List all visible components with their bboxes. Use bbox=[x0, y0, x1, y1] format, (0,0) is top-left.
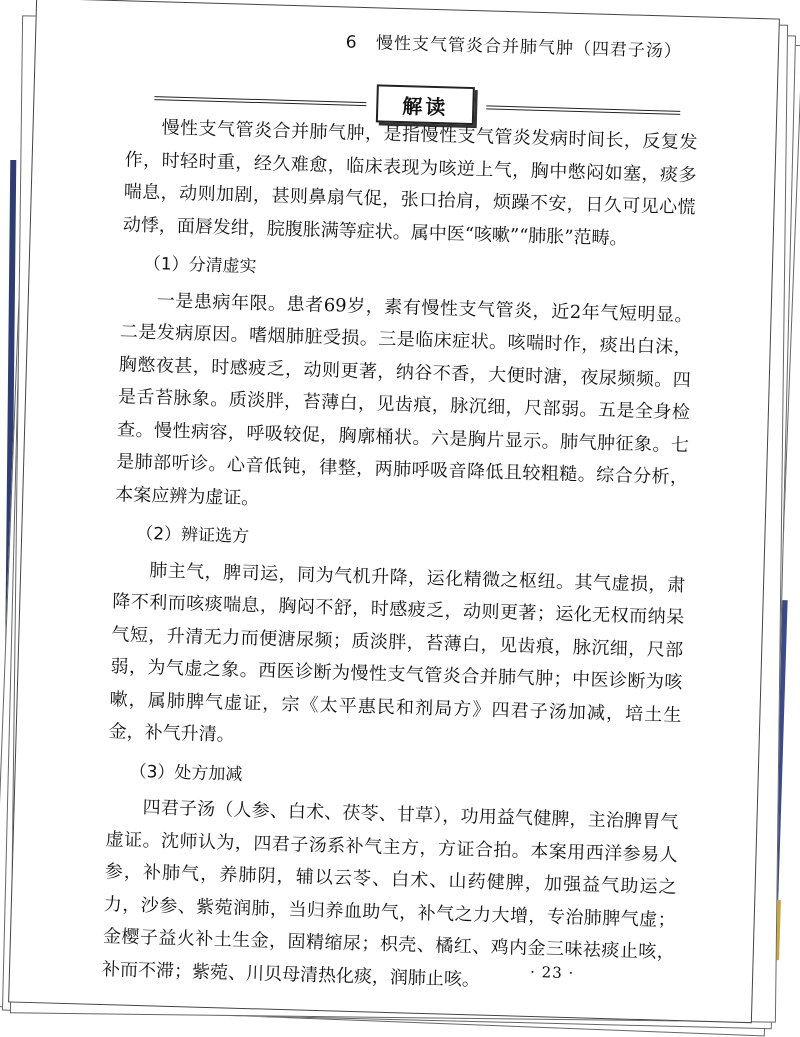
chapter-number: 6 bbox=[345, 32, 358, 53]
subheading-3: （3）处方加减 bbox=[129, 761, 243, 785]
body-text bbox=[102, 111, 698, 1002]
section-title: 解读 bbox=[376, 84, 475, 125]
running-head bbox=[346, 27, 683, 61]
header-rule-right bbox=[486, 105, 680, 114]
header-rule-left bbox=[154, 96, 366, 106]
page-number: · 23 · bbox=[529, 962, 575, 983]
paragraph-2: 肺主气，脾司运，同为气机升降，运化精微之枢纽。其气虚损，肃降不利而咳痰喘息，胸闷不舒，时感疲乏，动则更著；运化无权而纳呆气短，升清无力而便溏尿频；质淡胖，苔薄白，见齿痕，脉沉细，尺部弱，为气虚之象。西医诊断为慢性支气管炎合并肺气肿；中医诊断为咳嗽，属肺脾气虚证，宗《太平惠民和剂局方》四君子汤加减，培土生金，补气升清。 bbox=[108, 559, 686, 746]
subheading-1: （1）分清虚实 bbox=[143, 253, 257, 278]
subheading-2: （2）辨证选方 bbox=[135, 523, 250, 547]
chapter-title: 慢性支气管炎合并肺气肿（四君子汤） bbox=[375, 33, 683, 62]
intro-paragraph: 慢性支气管炎合并肺气肿，是指慢性支气管炎发病时间长，反复发作，时轻时重，经久难愈，临床表现为咳逆上气，胸中憋闷如塞，痰多喘息，动则加剧，甚则鼻扇气促，张口抬肩，烦躁不安，日久可见心慌动悸，面唇发绀，脘腹胀满等症状。属中医“咳嗽”“肺胀”范畴。 bbox=[122, 117, 698, 249]
paragraph-1: 一是患病年限。患者69岁，素有慢性支气管炎，近2年气短明显。二是发病原因。嗜烟肺脏受损。三是临床症状。咳喘时作，痰出白沫，胸憋夜甚，时感疲乏，动则更著，纳谷不香，大便时溏，夜尿频频。四是舌苔脉象。质淡胖，苔薄白，见齿痕，脉沉细，尺部弱。五是全身检查。慢性病容，呼吸较促，胸廓桶状。六是胸片显示。肺气肿征象。七是肺部听诊。心音低钝，律整，两肺呼吸音降低且较粗糙。综合分析，本案应辨为虚证。 bbox=[115, 289, 693, 509]
book-page bbox=[8, 0, 780, 1023]
paragraph-3: 四君子汤（人参、白术、茯苓、甘草），功用益气健脾，主治脾胃气虚证。沈师认为，四君子汤系补气主方，方证合拍。本案用西洋参易人参，补肺气，养肺阴，辅以云苓、白术、山药健脾，加强益气助运之力，沙参、紫菀润肺，当归养血助气，补气之力大增，专治肺脾气虚；金樱子益火补土生金，固精缩尿；枳壳、橘红、鸡内金三味祛痰止咳，补而不滞；紫菀、川贝母清热化痰，润肺止咳。 bbox=[101, 797, 679, 991]
